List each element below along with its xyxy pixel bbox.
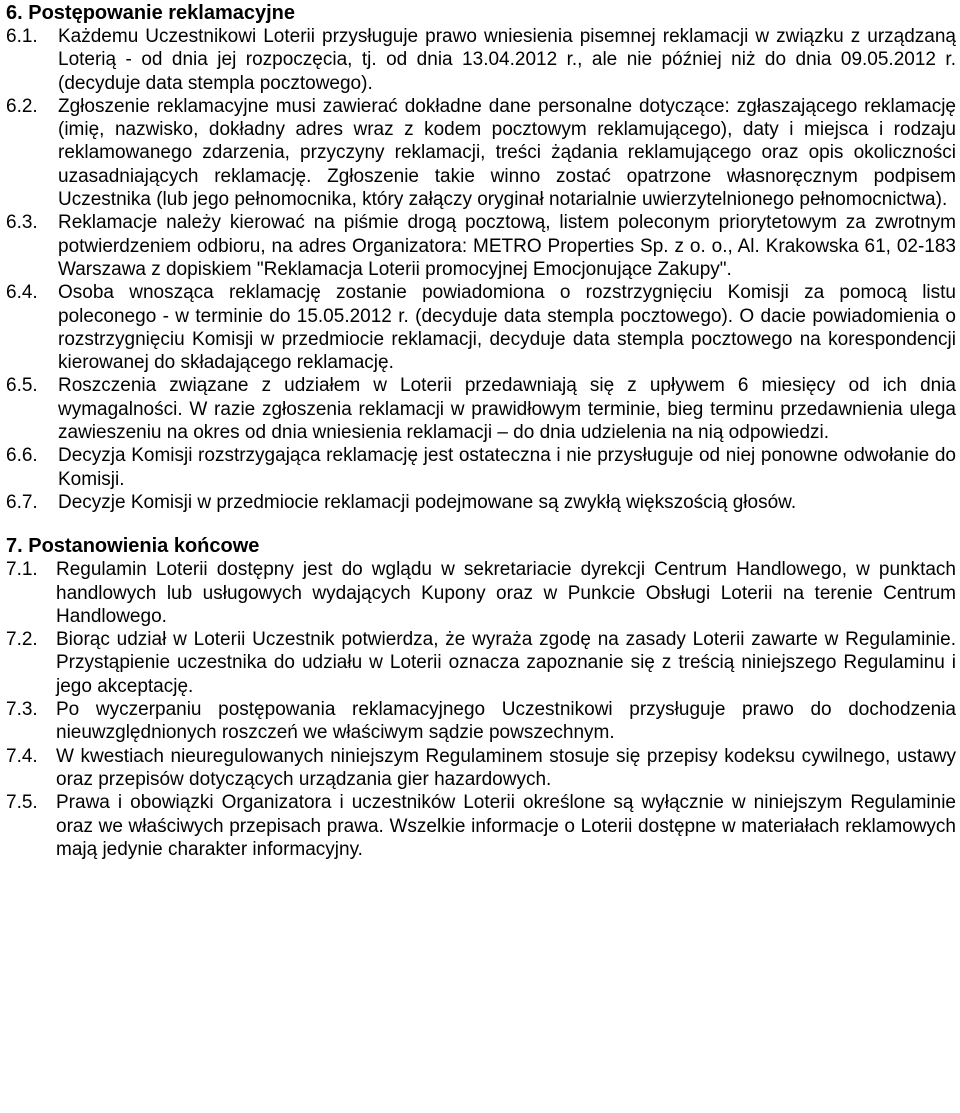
clause-6-4 — [6, 281, 956, 374]
clause-7-2 — [6, 628, 956, 698]
clause-text: Osoba wnosząca reklamację zostanie powiadomiona o rozstrzygnięciu Komisji za pomocą listu poleconego - w terminie do 15.05.2012 r. (decyduje data stempla pocztowego). O dacie powiadomienia o rozstrzygnięciu Komisji w przedmiocie reklamacji, decyduje data stempla pocztowego na korespondencji kierowanej do składającego reklamację. — [58, 282, 956, 374]
clause-6-1 — [6, 25, 956, 95]
clause-text: Po wyczerpaniu postępowania reklamacyjnego Uczestnikowi przysługuje prawo do dochodzenia nieuwzględnionych roszczeń we właściwym sądzie powszechnym. — [56, 699, 956, 744]
clause-number: 7.5. — [6, 792, 38, 814]
clause-text: Reklamacje należy kierować na piśmie drogą pocztową, listem poleconym priorytetowym za zwrotnym potwierdzeniem odbioru, na adres Organizatora: METRO Properties Sp. z o. o., Al. Krakowska 61, 02-183 Warszawa z dopiskiem "Reklamacja Loterii promocyjnej Emocjonujące Zakupy". — [58, 212, 956, 280]
clause-number: 7.1. — [6, 559, 38, 581]
section-7-clauses — [6, 558, 956, 861]
clause-number: 6.2. — [6, 95, 38, 117]
clause-7-1 — [6, 558, 956, 628]
document-page — [6, 0, 956, 861]
clause-number: 6.6. — [6, 445, 38, 467]
section-6-heading: 6. Postępowanie reklamacyjne — [6, 2, 296, 24]
clause-text: Decyzje Komisji w przedmiocie reklamacji podejmowane są zwykłą większością głosów. — [58, 491, 797, 513]
clause-text: Prawa i obowiązki Organizatora i uczestników Loterii określone są wyłącznie w niniejszym Regulaminie oraz we właściwych przepisach prawa. Wszelkie informacje o Loterii dostępne w materiałach reklamowych mają jedynie charakter informacyjny. — [56, 792, 956, 860]
clause-text: Każdemu Uczestnikowi Loterii przysługuje prawo wniesienia pisemnej reklamacji w związku z urządzaną Loterią - od dnia jej rozpoczęcia, tj. od dnia 13.04.2012 r., ale nie później niż do dnia 09.05.2012 r. (decyduje data stempla pocztowego). — [58, 26, 956, 94]
clause-6-5 — [6, 374, 956, 444]
clause-number: 6.1. — [6, 26, 38, 47]
section-7-heading: 7. Postanowienia końcowe — [6, 535, 260, 558]
clause-7-5 — [6, 791, 956, 861]
clause-7-4 — [6, 745, 956, 792]
clause-text: Regulamin Loterii dostępny jest do wglądu w sekretariacie dyrekcji Centrum Handlowego, w punktach handlowych lub usługowych wydających Kupony oraz w Punkcie Obsługi Loterii na terenie Centrum Handlowego. — [56, 559, 956, 627]
section-6-clauses — [6, 25, 956, 514]
clause-7-3 — [6, 698, 956, 745]
clause-number: 7.4. — [6, 745, 38, 767]
clause-number: 6.4. — [6, 282, 38, 304]
clause-number: 6.5. — [6, 375, 38, 397]
clause-6-2 — [6, 95, 956, 211]
clause-number: 6.7. — [6, 491, 38, 513]
clause-text: Decyzja Komisji rozstrzygająca reklamację jest ostateczna i nie przysługuje od niej ponowne odwołanie do Komisji. — [58, 445, 956, 490]
clause-6-6 — [6, 444, 956, 491]
clause-text: Roszczenia związane z udziałem w Loterii przedawniają się z upływem 6 miesięcy od ich dnia wymagalności. W razie zgłoszenia reklamacji w prawidłowym terminie, bieg terminu przedawnienia ulega zawieszeniu na okres od dnia wniesienia reklamacji – do dnia udzielenia na nią odpowiedzi. — [58, 375, 956, 444]
clause-6-3 — [6, 211, 956, 281]
clause-text: Zgłoszenie reklamacyjne musi zawierać dokładne dane personalne dotyczące: zgłaszającego reklamację (imię, nazwisko, dokładny adres wraz z kodem pocztowym reklamującego), daty i miejsca i rodzaju reklamowanego zdarzenia, przyczyny reklamacji, treści żądania reklamującego oraz opis okoliczności uzasadniających reklamację. Zgłoszenie takie winno zostać opatrzone własnoręcznym podpisem Uczestnika (lub jego pełnomocnika, który załączy oryginał notarialnie uwierzytelnionego pełnomocnictwa). — [58, 95, 956, 211]
clause-number: 7.2. — [6, 629, 38, 651]
clause-text: W kwestiach nieuregulowanych niniejszym Regulaminem stosuje się przepisy kodeksu cywilnego, ustawy oraz przepisów dotyczących urządzania gier hazardowych. — [56, 745, 956, 790]
clause-number: 7.3. — [6, 699, 38, 721]
clause-6-7 — [6, 491, 956, 514]
clause-text: Biorąc udział w Loterii Uczestnik potwierdza, że wyraża zgodę na zasady Loterii zawarte w Regulaminie. Przystąpienie uczestnika do udziału w Loterii oznacza zapoznanie się z treścią niniejszego Regulaminu i jego akceptację. — [56, 629, 956, 697]
clause-number: 6.3. — [6, 212, 38, 234]
